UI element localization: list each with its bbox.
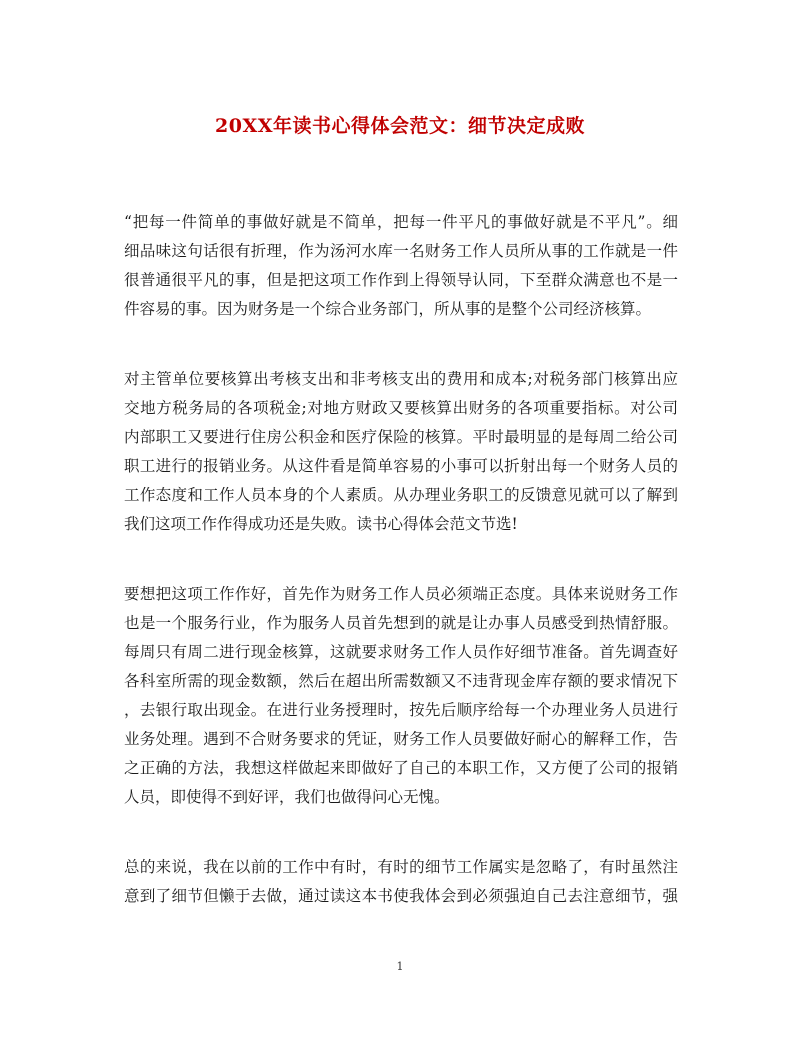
- paragraph-3-line-1: 要想把这项工作作好，首先作为财务工作人员必须端正态度。具体来说财务工作: [124, 585, 678, 603]
- paragraph-1-line-3: 很普通很平凡的事，但是把这项工作作到上得领导认同，下至群众满意也不是一: [124, 271, 678, 289]
- page-number: 1: [396, 960, 404, 973]
- paragraph-3-line-2: 也是一个服务行业，作为服务人员首先想到的就是让办事人员感受到热情舒服。: [124, 614, 678, 632]
- paragraph-3-line-3: 每周只有周二进行现金核算，这就要求财务工作人员作好细节准备。首先调查好: [124, 643, 678, 661]
- paragraph-2-line-3: 内部职工又要进行住房公积金和医疗保险的核算。平时最明显的是每周二给公司: [124, 428, 678, 446]
- paragraph-1-line-2: 细品味这句话很有折理，作为汤河水库一名财务工作人员所从事的工作就是一件: [124, 242, 678, 260]
- paragraph-4-line-2: 意到了细节但懒于去做，通过读这本书使我体会到必须强迫自己去注意细节，强: [124, 887, 678, 905]
- document-title: 20XX年读书心得体会范文：细节决定成败: [215, 115, 585, 137]
- paragraph-2-line-4: 职工进行的报销业务。从这件看是简单容易的小事可以折射出每一个财务人员的: [124, 457, 678, 475]
- paragraph-3-line-8: 人员，即使得不到好评，我们也做得问心无愧。: [124, 788, 450, 806]
- paragraph-2-line-5: 工作态度和工作人员本身的个人素质。从办理业务职工的反馈意见就可以了解到: [124, 486, 678, 504]
- paragraph-2-line-1: 对主管单位要核算出考核支出和非考核支出的费用和成本;对税务部门核算出应: [124, 370, 678, 388]
- paragraph-2-line-6: 我们这项工作作得成功还是失败。读书心得体会范文节选!: [124, 515, 518, 533]
- paragraph-3-line-4: 各科室所需的现金数额，然后在超出所需数额又不违背现金库存额的要求情况下: [124, 672, 678, 690]
- paragraph-3-line-6: 业务处理。遇到不合财务要求的凭证，财务工作人员要做好耐心的解释工作，告: [124, 730, 678, 748]
- paragraph-3-line-7: 之正确的方法，我想这样做起来即做好了自己的本职工作，又方便了公司的报销: [124, 759, 678, 777]
- paragraph-1-line-1: “把每一件简单的事做好就是不简单，把每一件平凡的事做好就是不平凡”。细: [124, 213, 678, 231]
- paragraph-1-line-4: 件容易的事。因为财务是一个综合业务部门，所从事的是整个公司经济核算。: [124, 300, 652, 318]
- paragraph-2-line-2: 交地方税务局的各项税金;对地方财政又要核算出财务的各项重要指标。对公司: [124, 399, 678, 417]
- paragraph-4-line-1: 总的来说，我在以前的工作中有时，有时的细节工作属实是忽略了，有时虽然注: [124, 858, 678, 876]
- paragraph-3-line-5: ，去银行取出现金。在进行业务授理时，按先后顺序给每一个办理业务人员进行: [124, 701, 678, 719]
